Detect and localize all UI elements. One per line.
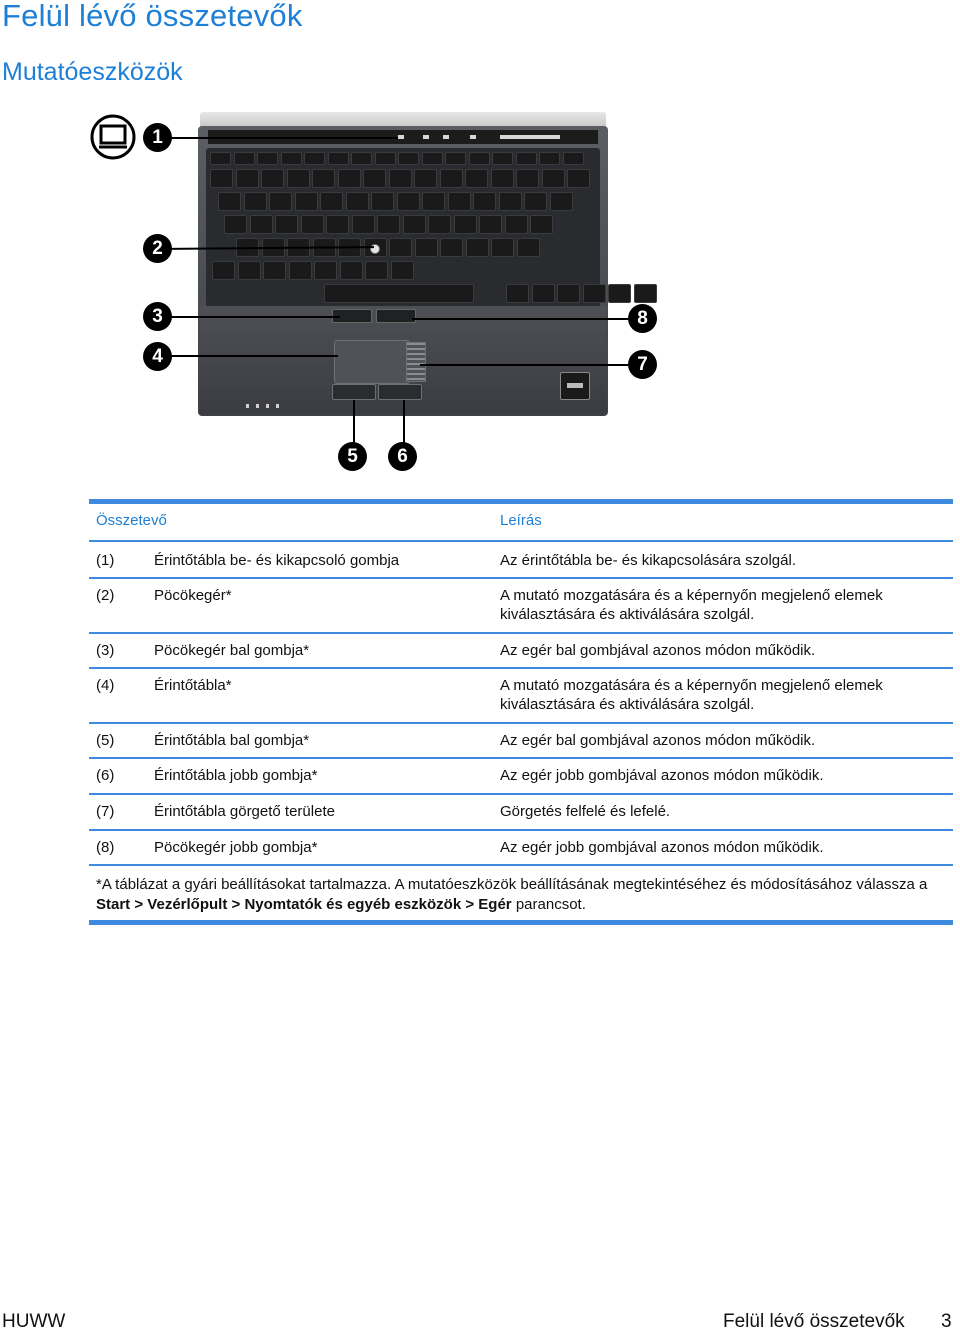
table-top-rule — [89, 499, 953, 504]
row-description: Az egér bal gombjával azonos módon működik. — [500, 732, 816, 749]
row-number: (7) — [96, 803, 115, 820]
row-description: Az egér bal gombjával azonos módon működik. — [500, 642, 816, 659]
row-number: (4) — [96, 677, 115, 694]
row-divider — [89, 793, 953, 795]
row-description: A mutató mozgatására és a képernyőn megjelenő elemek kiválasztására és aktiválására szolgál. — [500, 677, 883, 713]
keyboard-key — [263, 261, 286, 280]
row-divider — [89, 864, 953, 866]
keyboard-key — [516, 152, 537, 165]
row-description: A mutató mozgatására és a képernyőn megjelenő elemek kiválasztására és aktiválására szolgál. — [500, 587, 883, 623]
keyboard-key — [371, 192, 394, 211]
keyboard-key — [340, 261, 363, 280]
callout-7: 7 — [628, 350, 657, 379]
pointing-stick-right-button — [376, 309, 416, 323]
leader-line-8 — [412, 318, 628, 320]
callout-3: 3 — [143, 302, 172, 331]
keyboard-key — [583, 284, 606, 303]
page-title: Felül lévő összetevők — [2, 0, 303, 33]
touchpad-right-button — [378, 384, 422, 400]
footnote-text: *A táblázat a gyári beállításokat tartalmazza. A mutatóeszközök beállításának megtekintéséhez és módosításához válassza a — [96, 876, 928, 893]
keyboard-key — [287, 169, 310, 188]
callout-4: 4 — [143, 342, 172, 371]
column-header-description: Leírás — [500, 512, 542, 529]
leader-line-4 — [170, 355, 338, 357]
keyboard-key — [212, 261, 235, 280]
row-description: Az egér jobb gombjával azonos módon működik. — [500, 767, 824, 784]
fingerprint-reader — [560, 372, 590, 400]
row-component: Pöcökegér jobb gombja* — [154, 839, 318, 856]
keyboard-key — [218, 192, 241, 211]
keyboard-key — [250, 215, 273, 234]
row-description: Az egér jobb gombjával azonos módon működik. — [500, 839, 824, 856]
keyboard-key — [530, 215, 553, 234]
leader-line-5 — [353, 400, 355, 445]
keyboard-key — [377, 215, 400, 234]
keyboard-key — [469, 152, 490, 165]
keyboard-key — [391, 261, 414, 280]
footnote-separator: > — [461, 895, 479, 913]
keyboard-key — [505, 215, 528, 234]
footer-page-number: 3 — [941, 1311, 952, 1332]
row-divider — [89, 829, 953, 831]
row-number: (1) — [96, 552, 115, 569]
row-number: (2) — [96, 587, 115, 604]
keyboard-key — [375, 152, 396, 165]
row-number: (8) — [96, 839, 115, 856]
keyboard-key — [210, 169, 233, 188]
table-header-rule — [89, 540, 953, 542]
row-component: Pöcökegér bal gombja* — [154, 642, 310, 659]
footnote-start: Start — [96, 895, 131, 913]
keyboard-key — [338, 169, 361, 188]
callout-1: 1 — [143, 123, 172, 152]
keyboard-key — [516, 169, 539, 188]
keyboard-key — [352, 215, 375, 234]
row-number: (6) — [96, 767, 115, 784]
keyboard-key — [244, 192, 267, 211]
keyboard-key — [445, 152, 466, 165]
keyboard-key — [398, 152, 419, 165]
callout-5: 5 — [338, 442, 367, 471]
keyboard-key — [269, 192, 292, 211]
keyboard-key — [234, 152, 255, 165]
keyboard-key — [440, 169, 463, 188]
section-title: Mutatóeszközök — [2, 58, 183, 86]
row-component: Érintőtábla jobb gombja* — [154, 767, 318, 784]
keyboard-key — [314, 261, 337, 280]
row-description: Görgetés felfelé és lefelé. — [500, 803, 671, 820]
keyboard-key — [328, 152, 349, 165]
footer-left: HUWW — [2, 1311, 66, 1332]
keyboard-key — [389, 169, 412, 188]
keyboard-key — [422, 152, 443, 165]
keyboard-key — [491, 169, 514, 188]
touchpad-left-button — [332, 384, 376, 400]
keyboard-key — [634, 284, 657, 303]
keyboard-key — [236, 169, 259, 188]
keyboard-key — [499, 192, 522, 211]
footnote-end: parancsot. — [511, 895, 586, 913]
keyboard-key — [389, 238, 412, 257]
leader-line-6 — [403, 400, 405, 445]
row-component: Érintőtábla* — [154, 677, 232, 694]
keyboard-key — [346, 192, 369, 211]
keyboard-key — [320, 192, 343, 211]
keyboard-key — [261, 169, 284, 188]
footnote-mouse: Egér — [478, 895, 512, 913]
keyboard-key — [550, 192, 573, 211]
keyboard-key — [415, 238, 438, 257]
leader-line-7 — [420, 364, 628, 366]
keyboard-key — [422, 192, 445, 211]
keyboard-key — [454, 215, 477, 234]
row-number: (5) — [96, 732, 115, 749]
keyboard-key — [289, 261, 312, 280]
keyboard-key — [397, 192, 420, 211]
status-lights — [246, 404, 286, 408]
keyboard-key — [557, 284, 580, 303]
keyboard-key — [479, 215, 502, 234]
keyboard-key — [517, 238, 540, 257]
table-bottom-rule — [89, 920, 953, 925]
row-component: Érintőtábla görgető területe — [154, 803, 335, 820]
touchpad-toggle-icon — [90, 114, 136, 160]
footnote-separator: > — [130, 895, 148, 913]
keyboard-key — [363, 169, 386, 188]
keyboard-key — [491, 238, 514, 257]
keyboard-key — [210, 152, 231, 165]
keyboard-key — [326, 215, 349, 234]
table-footnote — [96, 875, 948, 914]
keyboard-key — [473, 192, 496, 211]
keyboard-key — [414, 169, 437, 188]
row-description: Az érintőtábla be- és kikapcsolására szolgál. — [500, 552, 796, 569]
keyboard-key — [448, 192, 471, 211]
row-divider — [89, 632, 953, 634]
keyboard-key — [281, 152, 302, 165]
keyboard-key — [506, 284, 529, 303]
footnote-control-panel: Vezérlőpult — [147, 895, 228, 913]
keyboard-key — [465, 169, 488, 188]
keyboard-key — [365, 261, 388, 280]
laptop-top-view-figure — [88, 108, 678, 478]
keyboard-key — [492, 152, 513, 165]
keyboard — [206, 148, 600, 308]
footer-section-title: Felül lévő összetevők — [723, 1311, 905, 1332]
keyboard-key — [440, 238, 463, 257]
callout-6: 6 — [388, 442, 417, 471]
keyboard-key — [295, 192, 318, 211]
keyboard-key — [403, 215, 426, 234]
keyboard-key — [301, 215, 324, 234]
callout-2: 2 — [143, 234, 172, 263]
row-divider — [89, 667, 953, 669]
row-divider — [89, 577, 953, 579]
row-component: Érintőtábla bal gombja* — [154, 732, 310, 749]
keyboard-key — [539, 152, 560, 165]
leader-line-3 — [170, 316, 340, 318]
keyboard-key — [608, 284, 631, 303]
keyboard-key — [351, 152, 372, 165]
footnote-separator: > — [227, 895, 245, 913]
touchpad — [334, 340, 410, 384]
keyboard-key — [567, 169, 590, 188]
row-component: Pöcökegér* — [154, 587, 232, 604]
keyboard-key — [304, 152, 325, 165]
keyboard-key — [542, 169, 565, 188]
keyboard-key — [238, 261, 261, 280]
keyboard-key — [532, 284, 555, 303]
spacebar-key — [324, 284, 474, 303]
row-number: (3) — [96, 642, 115, 659]
keyboard-key — [428, 215, 451, 234]
keyboard-key — [524, 192, 547, 211]
keyboard-key — [466, 238, 489, 257]
row-divider — [89, 722, 953, 724]
keyboard-key — [275, 215, 298, 234]
column-header-component: Összetevő — [96, 512, 167, 529]
keyboard-key — [312, 169, 335, 188]
keyboard-key — [224, 215, 247, 234]
keyboard-key — [563, 152, 584, 165]
row-divider — [89, 757, 953, 759]
callout-8: 8 — [628, 304, 657, 333]
leader-line-1 — [170, 137, 398, 139]
keyboard-key — [257, 152, 278, 165]
footnote-printers: Nyomtatók és egyéb eszközök — [244, 895, 462, 913]
touchpad-scroll-zone — [406, 342, 426, 382]
row-component: Érintőtábla be- és kikapcsoló gombja — [154, 552, 400, 569]
